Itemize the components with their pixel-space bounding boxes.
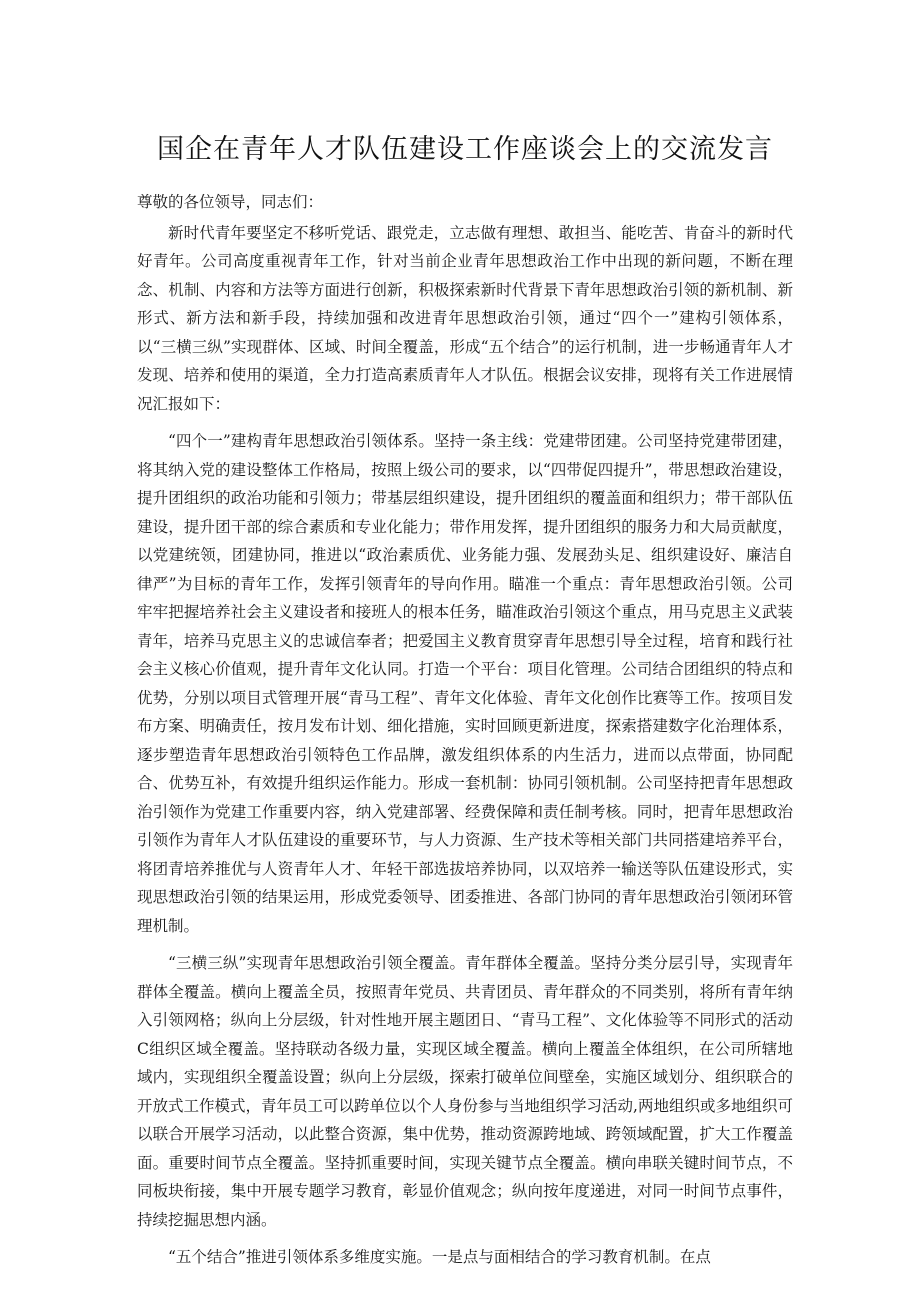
salutation: 尊敬的各位领导，同志们： bbox=[137, 193, 324, 211]
paragraph-intro: 新时代青年要坚定不移听党话、跟党走，立志做有理想、敢担当、能吃苦、肯奋斗的新时代好青年。公司高度重视青年工作，针对当前企业青年思想政治工作中出现的新问题，不断在理念、机制、内容和方法等方面进行创新，积极探索新时代背景下青年思想政治引领的新机制、新形式、新方法和新手段，持续加强和改进青年思想政治引领，通过“四个一”建构引领体系，以“三横三纵”实现群体、区域、时间全覆盖，形成“五个结合”的运行机制，进一步畅通青年人才发现、培养和使用的渠道，全力打造高素质青年人才队伍。根据会议安排，现将有关工作进展情况汇报如下： bbox=[137, 223, 793, 413]
document-page bbox=[137, 128, 793, 1272]
paragraph-five-combinations: “五个结合”推进引领体系多维度实施。一是点与面相结合的学习教育机制。在点 bbox=[168, 1248, 711, 1266]
paragraph-three-horizontal-three-vertical: “三横三纵”实现青年思想政治引领全覆盖。青年群体全覆盖。坚持分类分层引导，实现青年群体全覆盖。横向上覆盖全员，按照青年党员、共青团员、青年群众的不同类别，将所有青年纳入引领网格；纵向上分层级，针对性地开展主题团日、“青马工程”、文化体验等不同形式的活动C组织区域全覆盖。坚持联动各级力量，实现区域全覆盖。横向上覆盖全体组织，在公司所辖地域内，实现组织全覆盖设置；纵向上分层级，探索打破单位间壁垒，实施区域划分、组织联合的开放式工作模式，青年员工可以跨单位以个人身份参与当地组织学习活动,两地组织或多地组织可以联合开展学习活动，以此整合资源，集中优势，推动资源跨地域、跨领域配置，扩大工作覆盖面。重要时间节点全覆盖。坚持抓重要时间，实现关键节点全覆盖。横向串联关键时间节点，不同板块衔接，集中开展专题学习教育，彰显价值观念；纵向按年度递进，对同一时间节点事件，持续挖掘思想内涵。 bbox=[137, 954, 793, 1229]
paragraph-four-ones: “四个一”建构青年思想政治引领体系。坚持一条主线：党建带团建。公司坚持党建带团建，将其纳入党的建设整体工作格局，按照上级公司的要求，以“四带促四提升”，带思想政治建设，提升团组织的政治功能和引领力；带基层组织建设，提升团组织的覆盖面和组织力；带干部队伍建设，提升团干部的综合素质和专业化能力；带作用发挥，提升团组织的服务力和大局贡献度，以党建统领，团建协同，推进以“政治素质优、业务能力强、发展劲头足、组织建设好、廉洁自律严”为目标的青年工作，发挥引领青年的导向作用。瞄准一个重点：青年思想政治引领。公司牢牢把握培养社会主义建设者和接班人的根本任务，瞄准政治引领这个重点，用马克思主义武装青年，培养马克思主义的忠诚信奉者；把爱国主义教育贯穿青年思想引导全过程，培育和践行社会主义核心价值观，提升青年文化认同。打造一个平台：项目化管理。公司结合团组织的特点和优势，分别以项目式管理开展“青马工程”、青年文化体验、青年文化创作比赛等工作。按项目发布方案、明确责任，按月发布计划、细化措施，实时回顾更新进度，探索搭建数字化治理体系，逐步塑造青年思想政治引领特色工作品牌，激发组织体系的内生活力，进而以点带面，协同配合、优势互补，有效提升组织运作能力。形成一套机制：协同引领机制。公司坚持把青年思想政治引领作为党建工作重要内容，纳入党建部署、经费保障和责任制考核。同时，把青年思想政治引领作为青年人才队伍建设的重要环节，与人力资源、生产技术等相关部门共同搭建培养平台，将团青培养推优与人资青年人才、年轻干部选拔培养协同，以双培养一输送等队伍建设形式，实现思想政治引领的结果运用，形成党委领导、团委推进、各部门协同的青年思想政治引领闭环管理机制。 bbox=[137, 432, 793, 935]
document-title: 国企在青年人才队伍建设工作座谈会上的交流发言 bbox=[157, 134, 773, 165]
